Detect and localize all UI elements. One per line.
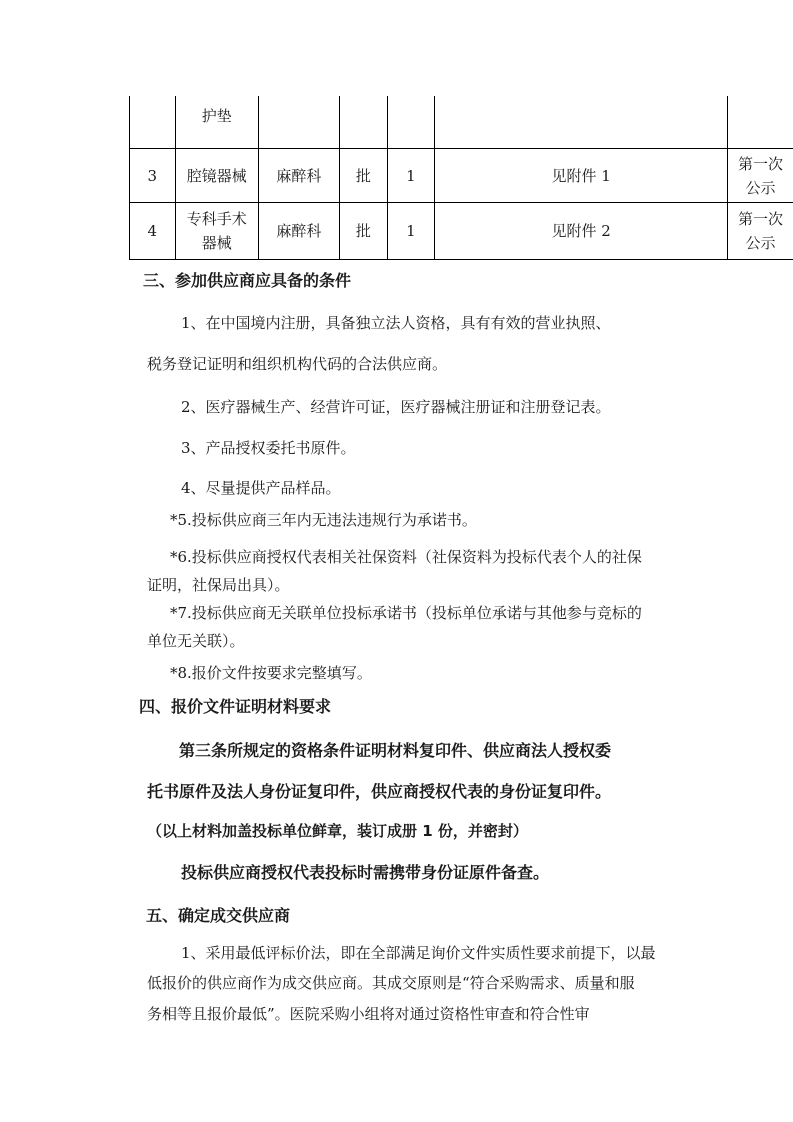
section5-heading: 五、确定成交供应商 <box>146 906 291 925</box>
cell-name-line2: 器械 <box>201 234 232 252</box>
section4-para1-line1: 第三条所规定的资格条件证明材料复印件、供应商法人授权委 <box>179 741 612 760</box>
section3-item6-line2: 证明，社保局出具）。 <box>147 576 290 594</box>
cell-name-line1: 专科手术 <box>186 210 247 228</box>
section5-para-line1: 1、采用最低评标价法，即在全部满足询价文件实质性要求前提下，以最 <box>181 944 656 962</box>
table-row <box>130 149 793 203</box>
cell-dept: 麻醉科 <box>258 203 339 260</box>
cell-name: 腔镜器械 <box>175 149 258 203</box>
section3-heading: 三、参加供应商应具备的条件 <box>143 271 352 290</box>
cell-spec: 见附件 1 <box>435 149 728 203</box>
cell-unit: 批 <box>340 203 388 260</box>
section3-item3: 3、产品授权委托书原件。 <box>181 439 356 457</box>
cell-qty: 1 <box>387 149 435 203</box>
section3-item5: *5.投标供应商三年内无违法违规行为承诺书。 <box>170 511 477 529</box>
cell-note-line2: 公示 <box>745 178 776 197</box>
cell-note-line1: 第一次 <box>738 210 784 228</box>
section4-heading: 四、报价文件证明材料要求 <box>139 697 332 716</box>
cell-note <box>728 149 793 203</box>
cell-qty: 1 <box>387 203 435 260</box>
cell-unit <box>340 96 388 149</box>
section3-item8: *8.报价文件按要求完整填写。 <box>170 664 372 682</box>
cell-no <box>130 96 176 149</box>
table-row <box>130 203 793 260</box>
section3-item1-line1: 1、在中国境内注册，具备独立法人资格，具有有效的营业执照、 <box>181 314 611 332</box>
section5-para-line2: 低报价的供应商作为成交供应商。其成交原则是“符合采购需求、质量和服 <box>147 974 635 992</box>
cell-dept <box>258 96 339 149</box>
section4-para1-line2: 托书原件及法人身份证复印件，供应商授权代表的身份证复印件。 <box>147 782 612 801</box>
cell-no: 3 <box>130 149 176 203</box>
section3-item4: 4、尽量提供产品样品。 <box>181 479 341 497</box>
cell-name <box>175 203 258 260</box>
cell-unit: 批 <box>340 149 388 203</box>
items-table <box>129 96 793 260</box>
section4-para2: （以上材料加盖投标单位鲜章，装订成册 1 份，并密封） <box>147 822 528 840</box>
section3-item7-line2: 单位无关联）。 <box>147 632 245 650</box>
cell-dept: 麻醉科 <box>258 149 339 203</box>
section5-para-line3: 务相等且报价最低”。医院采购小组将对通过资格性审查和符合性审 <box>147 1005 590 1023</box>
cell-name-text: 护垫 <box>201 107 232 125</box>
section3-item1-line2: 税务登记证明和组织机构代码的合法供应商。 <box>147 355 448 373</box>
cell-spec: 见附件 2 <box>435 203 728 260</box>
cell-spec <box>435 96 728 149</box>
section3-item2: 2、医疗器械生产、经营许可证，医疗器械注册证和注册登记表。 <box>181 398 611 416</box>
cell-no: 4 <box>130 203 176 260</box>
table-row <box>130 96 793 149</box>
section4-para3: 投标供应商授权代表投标时需携带身份证原件备查。 <box>181 863 550 882</box>
section3-item7-line1: *7.投标供应商无关联单位投标承诺书（投标单位承诺与其他参与竞标的 <box>170 604 642 622</box>
cell-note-line1: 第一次 <box>738 154 784 173</box>
cell-note <box>728 203 793 260</box>
section3-item6-line1: *6.投标供应商授权代表相关社保资料（社保资料为投标代表个人的社保 <box>170 548 642 566</box>
cell-note-line2: 公示 <box>745 234 776 252</box>
cell-name <box>175 96 258 149</box>
cell-note <box>728 96 793 149</box>
cell-qty <box>387 96 435 149</box>
